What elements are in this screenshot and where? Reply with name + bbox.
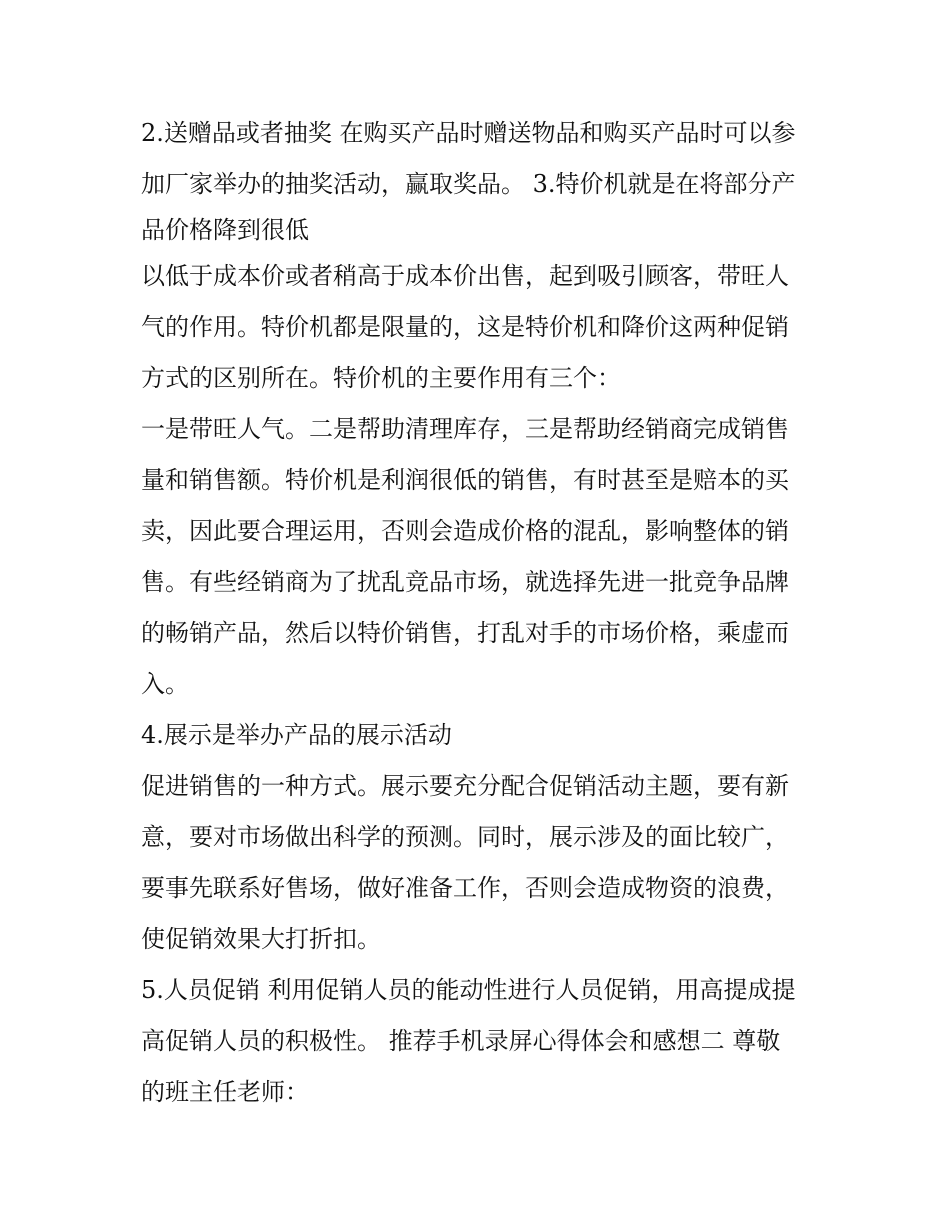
text-line: 量和销售额。特价机是利润很低的销售，有时甚至是赔本的买: [141, 466, 789, 494]
text-line: 卖，因此要合理运用，否则会造成价格的混乱，影响整体的销: [141, 517, 789, 545]
text-line: 气的作用。特价机都是限量的，这是特价机和降价这两种促销: [141, 313, 789, 341]
text-line: 高促销人员的积极性。 推荐手机录屏心得体会和感想二 尊敬: [141, 1027, 781, 1055]
document-body: [141, 108, 813, 1118]
text-line: 2.送赠品或者抽奖 在购买产品时赠送物品和购买产品时可以参: [141, 119, 796, 147]
text-line: 入。: [141, 670, 189, 698]
text-line: 促进销售的一种方式。展示要充分配合促销活动主题，要有新: [141, 772, 789, 800]
text-line: 的班主任老师：: [141, 1078, 309, 1106]
text-line: 要事先联系好售场，做好准备工作，否则会造成物资的浪费，: [141, 874, 789, 902]
text-line: 加厂家举办的抽奖活动，赢取奖品。 3.特价机就是在将部分产: [141, 170, 796, 198]
text-line: 售。有些经销商为了扰乱竞品市场，就选择先进一批竞争品牌: [141, 568, 789, 596]
text-line: 的畅销产品，然后以特价销售，打乱对手的市场价格，乘虚而: [141, 619, 789, 647]
text-line: 5.人员促销 利用促销人员的能动性进行人员促销，用高提成提: [141, 976, 796, 1004]
text-line: 意，要对市场做出科学的预测。同时，展示涉及的面比较广，: [141, 823, 789, 851]
text-line: 4.展示是举办产品的展示活动: [141, 721, 452, 749]
text-line: 品价格降到很低: [141, 216, 309, 244]
text-line: 一是带旺人气。二是帮助清理库存，三是帮助经销商完成销售: [141, 415, 789, 443]
text-line: 以低于成本价或者稍高于成本价出售，起到吸引顾客，带旺人: [141, 262, 789, 290]
text-line: 使促销效果大打折扣。: [141, 925, 381, 953]
text-line: 方式的区别所在。特价机的主要作用有三个：: [141, 364, 621, 392]
